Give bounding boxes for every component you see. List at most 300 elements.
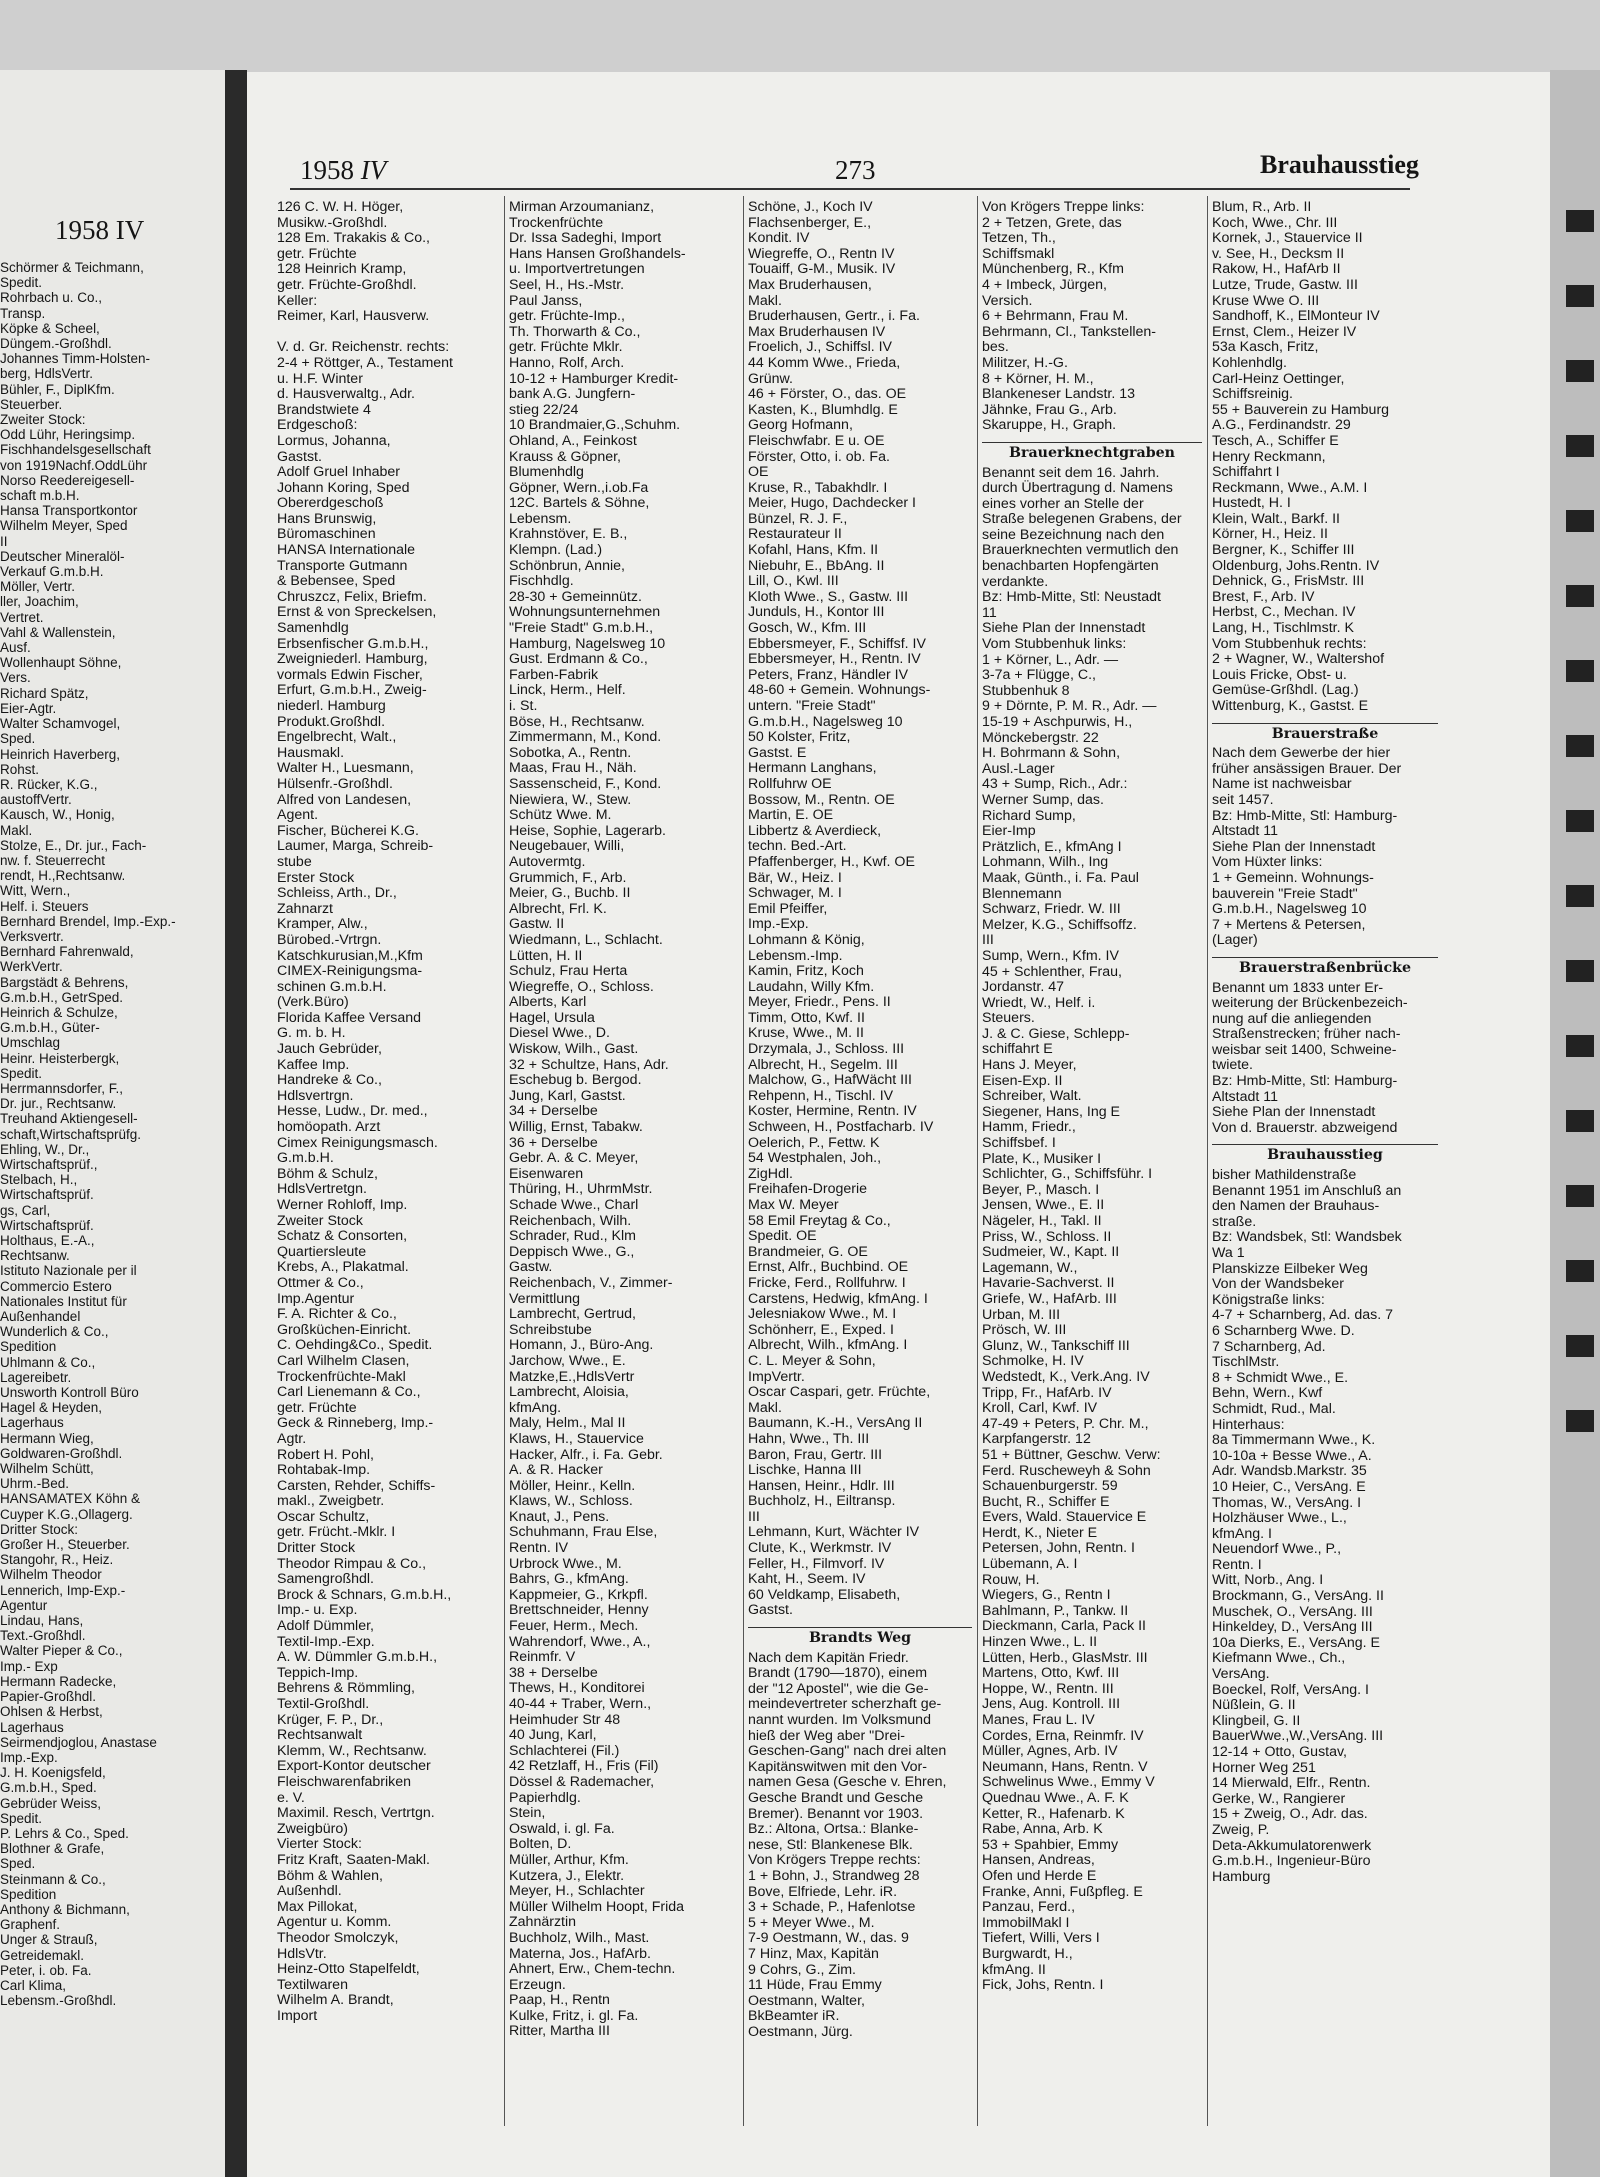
directory-entry-line: Gastst. [277,448,322,465]
street-section-title: Brauerknechtgraben [982,442,1202,462]
directory-entry-line: Krebs, A., Plakatmal. [277,1259,409,1276]
left-page-line: Makl. [0,822,33,838]
directory-entry-line: Bremer). Benannt vor 1903. [748,1805,924,1822]
edge-tab-mark [1566,510,1594,532]
directory-entry-line: Carl Wilhelm Clasen, [277,1352,410,1369]
directory-entry-line: Versich. [982,292,1033,309]
directory-entry-line: 4-7 + Scharnberg, Ad. das. 7 [1212,1307,1394,1324]
left-page-line: Stelbach, H., [0,1172,78,1188]
directory-entry-line: Lübemann, A. I [982,1556,1078,1573]
directory-entry-line: Jung, Karl, Gastst. [509,1087,626,1104]
left-page-line: rendt, H.,Rechtsanw. [0,868,126,884]
left-page-line: Dr. jur., Rechtsanw. [0,1096,117,1112]
directory-entry-line: Wiegers, G., Rentn I [982,1587,1111,1604]
left-page-line: Heinr. Heisterbergk, [0,1050,120,1066]
directory-entry-line: 2 + Tetzen, Grete, das [982,214,1122,231]
directory-entry-line: Ritter, Martha III [509,2023,610,2040]
directory-entry-line: hieß der Weg aber "Drei- [748,1727,905,1744]
directory-entry-line: Gastst. E [748,744,807,761]
directory-entry-line: Maximil. Resch, Vertrtgn. [277,1805,435,1822]
directory-entry-line: Siehe Plan der Innenstadt [1212,838,1376,855]
directory-entry-line: i. St. [509,698,538,714]
left-page-line: Bühler, F., DiplKfm. [0,381,115,397]
directory-entry-line: Hansen, Heinr., Hdlr. III [748,1477,895,1494]
directory-entry-line: Theodor Smolczyk, [277,1929,399,1946]
directory-entry-line: Heise, Sophie, Lagerarb. [509,822,666,839]
directory-entry-line: 40-44 + Traber, Wern., [509,1696,652,1712]
left-page-line: Ausf. [0,640,31,656]
directory-entry-line: Evers, Wald. Stauervice E [982,1509,1147,1526]
directory-entry-line: Bahrs, G., kfmAng. [509,1571,629,1588]
directory-entry-line: Buchholz, H., Eiltransp. [748,1493,896,1510]
directory-entry-line: bisher Mathildenstraße [1212,1167,1357,1184]
left-page-line: Richard Spätz, [0,685,89,701]
directory-entry-line: Rentn. I [1212,1556,1262,1573]
directory-entry-line: Schade Wwe., Charl [509,1197,639,1213]
edge-tab-mark [1566,585,1594,607]
directory-entry-line: 54 Westphalen, Joh., [748,1150,882,1167]
left-page-line: Lagerhaus [0,1415,64,1431]
directory-entry-line: Vom Hüxter links: [1212,854,1323,871]
left-page-line: Dritter Stock: [0,1521,79,1537]
directory-entry-line: Ottmer & Co., [277,1274,364,1291]
directory-entry-line: Plate, K., Musiker I [982,1150,1102,1167]
directory-entry-line: Wahrendorf, Wwe., A., [509,1633,651,1650]
directory-entry-line: Zweigniederl. Hamburg, [277,651,428,668]
directory-entry-line: Neugebauer, Willi, [509,838,625,855]
left-page-line: Imp.- Exp [0,1658,58,1674]
edge-tab-mark [1566,1335,1594,1357]
directory-entry-line: 10-10a + Besse Wwe., A. [1212,1447,1372,1464]
left-page-line: Vahl & Wallenstein, [0,624,116,640]
directory-entry-line: Bürobed.-Vrtrgn. [277,931,382,948]
directory-entry-line: Paul Janss, [509,292,583,309]
directory-entry-line: Benannt um 1833 unter Er- [1212,979,1384,996]
left-page-line: von 1919Nachf.OddLühr [0,457,148,473]
directory-entry-line: 7 Scharnberg, Ad. [1212,1338,1326,1355]
left-page-line: Holthaus, E.-A., [0,1233,95,1248]
directory-entry-line: Paap, H., Rentn [509,1992,610,2009]
directory-entry-line: Klempn. (Lad.) [509,542,603,559]
directory-entry-line: seit 1457. [1212,791,1274,808]
left-page-line: Carl Klima, [0,1977,67,1993]
directory-entry-line: Peters, Franz, Händler IV [748,666,909,683]
left-page-line: Stolze, E., Dr. jur., Fach- [0,837,147,853]
directory-entry-line: Ebbersmeyer, H., Rentn. IV [748,651,921,668]
directory-entry-line: Export-Kontor deutscher [277,1758,431,1775]
directory-entry-line: Rabe, Anna, Arb. K [982,1821,1103,1838]
directory-entry-line: Textil-Imp.-Exp. [277,1633,375,1650]
directory-entry-line: Nach dem Gewerbe der hier [1212,745,1391,762]
directory-entry-line: Kofahl, Hans, Kfm. II [748,542,879,559]
directory-entry-line: 11 Hüde, Frau Emmy [748,1977,882,1994]
directory-entry-line: Quednau Wwe., A. F. K [982,1789,1129,1806]
directory-entry-line: Georg Hofmann, [748,417,853,434]
directory-entry-line: Wriedt, W., Helf. i. [982,994,1096,1011]
directory-entry-line: VersAng. [1212,1666,1270,1683]
directory-entry-line: Deppisch Wwe., G., [509,1243,635,1260]
directory-entry-line: Gosch, W., Kfm. III [748,620,867,637]
directory-entry-line: 10-12 + Hamburger Kredit- [509,370,679,387]
left-page-line: Hansa Transportkontor [0,503,138,519]
left-page-line: Unsworth Kontroll Büro [0,1385,139,1401]
running-head-street: Brauhausstieg [1260,150,1419,179]
directory-entry-line: 4 + Imbeck, Jürgen, [982,276,1107,293]
directory-entry-line: Holzhäuser Wwe., L., [1212,1510,1347,1527]
directory-entry-line: Boeckel, Rolf, VersAng. I [1212,1681,1369,1698]
directory-entry-line: Krauss & Göpner, [509,448,621,465]
directory-entry-line: Schiffsbef. I [982,1135,1056,1152]
directory-entry-line: techn. Bed.-Art. [748,838,847,855]
directory-entry-line: Kasten, K., Blumhdlg. E [748,401,898,418]
left-page-line: Kausch, W., Honig, [0,807,115,823]
directory-entry-line: namen Gesa (Gesche v. Ehren, [748,1774,947,1791]
directory-entry-line: Vierter Stock: [277,1836,362,1853]
edge-tab-mark [1566,360,1594,382]
directory-entry-line: Niebuhr, E., BbAng. II [748,557,885,574]
directory-entry-line: Schmidt, Rud., Mal. [1212,1400,1336,1417]
directory-entry-line: durch Übertragung d. Namens [982,480,1173,497]
directory-entry-line: e. V. [277,1789,305,1806]
directory-entry-line: Max W. Meyer [748,1197,839,1213]
directory-entry-line: Fischhdlg. [509,573,574,590]
directory-entry-line: Vom Stubbenhuk rechts: [1212,635,1367,652]
directory-entry-line: Quartiersleute [277,1243,367,1260]
left-page-line: Anthony & Bichmann, [0,1901,130,1917]
directory-entry-line: Schleiss, Arth., Dr., [277,885,397,902]
directory-entry-line: Muschek, O., VersAng. III [1212,1603,1373,1620]
directory-entry-line: Von Krögers Treppe links: [982,200,1145,215]
directory-entry-line: Trockenfrüchte [509,214,604,231]
directory-entry-line: Meier, Hugo, Dachdecker I [748,495,916,512]
directory-entry-line: verdankte. [982,573,1049,590]
directory-entry-line: Bär, W., Heiz. I [748,869,842,886]
left-page-line: Bernhard Fahrenwald, [0,944,134,960]
directory-entry-line: Mirman Arzoumanianz, [509,200,655,215]
directory-entry-line: Zahnärztin [509,1914,577,1931]
directory-entry-line: Sassenscheid, F., Kond. [509,775,662,792]
left-page-line: Uhlmann & Co., [0,1354,96,1370]
directory-entry-line: 3 + Schade, P., Hafenlotse [748,1899,916,1916]
directory-entry-line: Bz: Hmb-Mitte, Stl: Hamburg- [1212,1073,1398,1090]
directory-entry-line: Skaruppe, H., Graph. [982,417,1117,434]
directory-entry-line: 58 Emil Freytag & Co., [748,1212,891,1229]
directory-entry-line: 43 + Sump, Rich., Adr.: [982,776,1128,793]
directory-entry-line: Wiedmann, L., Schlacht. [509,931,663,948]
directory-entry-line: Fleischwfabr. E u. OE [748,432,885,449]
directory-entry-line: Kutzera, J., Elektr. [509,1867,625,1884]
directory-entry-line: Carl-Heinz Oettinger, [1212,370,1345,387]
left-page-line: Ehling, W., Dr., [0,1141,90,1157]
directory-entry-line: Bz: Wandsbek, Stl: Wandsbek [1212,1229,1402,1246]
directory-entry-line: Thomas, W., VersAng. I [1212,1494,1362,1511]
directory-entry-line: 8 + Körner, H. M., [982,370,1094,387]
left-page-line: Fischhandelsgesellschaft [0,442,151,458]
left-page-line: Bargstädt & Behrens, [0,974,129,990]
directory-entry-line: Ernst, Clem., Heizer IV [1212,323,1357,340]
left-page-line: Walter Schamvogel, [0,716,121,732]
directory-entry-line: 48-60 + Gemein. Wohnungs- [748,682,931,699]
left-page-line: Sped. [0,731,36,747]
directory-entry-line: Hagel, Ursula [509,1009,595,1026]
directory-entry-line: A.G., Ferdinandstr. 29 [1212,417,1351,434]
directory-entry-line: BauerWwe.,W.,VersAng. III [1212,1728,1384,1745]
directory-entry-line: 1 + Gemeinn. Wohnungs- [1212,869,1374,886]
directory-entry-line: OE [748,464,769,481]
directory-entry-line: Trockenfrüchte-Makl [277,1368,406,1385]
directory-entry-line: Hermann Langhans, [748,760,877,777]
directory-entry-line: Hans Hansen Großhandels- [509,245,686,262]
directory-entry-line: Hanno, Rolf, Arch. [509,354,625,371]
directory-entry-line: Agentur u. Komm. [277,1914,392,1931]
edge-tab-mark [1566,810,1594,832]
column-divider [977,196,978,2126]
directory-entry-line: Planskizze Eilbeker Weg [1212,1260,1368,1277]
left-page-line: Lagereibetr. [0,1369,72,1385]
edge-tab-mark [1566,435,1594,457]
directory-entry-line: III [748,1508,760,1525]
directory-entry-line: Buchholz, Wilh., Mast. [509,1929,650,1946]
directory-entry-line: Blumenhdlg [509,464,584,481]
directory-entry-line: Schreiber, Walt. [982,1088,1082,1105]
directory-entry-line: Maak, Günth., i. Fa. Paul [982,869,1139,886]
directory-entry-line: 128 Em. Trakakis & Co., [277,230,430,247]
directory-entry-line: 15 + Zweig, O., Adr. das. [1212,1806,1368,1823]
directory-entry-line: Witt, Norb., Ang. I [1212,1572,1324,1589]
directory-entry-line: untern. "Freie Stadt" [748,698,876,714]
directory-entry-line: 6 + Behrmann, Frau M. [982,308,1129,325]
left-page-line: Hagel & Heyden, [0,1400,103,1416]
directory-entry-line: III [982,932,994,949]
left-page [0,70,229,2177]
left-page-line: Wollenhaupt Söhne, [0,655,122,671]
left-page-line: Istituto Nazionale per il [0,1263,137,1279]
left-page-line: Köpke & Scheel, [0,320,100,336]
directory-entry-line: Restaurateur II [748,526,842,543]
directory-entry-line: Erster Stock [277,869,355,886]
directory-entry-line: Junduls, H., Kontor III [748,604,885,621]
directory-entry-line: Siehe Plan der Innenstadt [1212,1104,1376,1121]
directory-entry-line: Thüring, H., UhrmMstr. [509,1181,653,1198]
directory-entry-line: Sandhoff, K., ElMonteur IV [1212,308,1380,325]
directory-entry-line: 55 + Bauverein zu Hamburg [1212,401,1390,418]
directory-entry-line: Oscar Schultz, [277,1508,370,1525]
street-section-title: Brauhausstieg [1212,1144,1438,1164]
directory-entry-line: CIMEX-Reinigungsma- [277,963,423,980]
book-gutter [225,70,247,2177]
directory-entry-line: Nach dem Kapitän Friedr. [748,1649,909,1666]
directory-entry-line: Ernst, Alfr., Buchbind. OE [748,1259,909,1276]
directory-entry-line: Straßenstrecken; früher nach- [1212,1026,1401,1043]
directory-entry-line: (Verk.Büro) [277,994,349,1011]
left-page-line: Johannes Timm-Holsten- [0,351,151,367]
directory-entry-line: Straße belegenen Grabens, der [982,511,1182,528]
left-page-line: austoffVertr. [0,792,72,808]
directory-entry-line: Teppich-Imp. [277,1664,359,1681]
directory-entry-line: nannt wurden. Im Volksmund [748,1712,931,1728]
directory-entry-line: Dritter Stock [277,1540,356,1557]
edge-tab-mark [1566,285,1594,307]
directory-entry-line: Ferd. Ruscheweyh & Sohn [982,1462,1151,1479]
directory-column-4 [982,200,1202,1994]
left-page-line: Spedition [0,1886,57,1902]
directory-entry-line: stube [277,853,312,870]
column-divider [743,196,744,2126]
directory-entry-line: Körner, H., Heiz. II [1212,526,1328,543]
directory-entry-line: Benannt seit dem 16. Jahrh. [982,464,1160,481]
directory-entry-line: der "12 Apostel", wie die Ge- [748,1680,929,1697]
edge-tab-mark [1566,735,1594,757]
directory-entry-line: Maas, Frau H., Näh. [509,760,637,777]
directory-entry-line: Schulz, Frau Herta [509,963,628,980]
directory-entry-line: Malchow, G., HafWächt III [748,1072,912,1089]
directory-entry-line: Horner Weg 251 [1212,1759,1316,1776]
directory-entry-line: Lohmann, Wilh., Ing [982,854,1109,871]
directory-entry-line: Gastw. [509,1259,553,1276]
directory-entry-line: (Lager) [1212,932,1258,949]
edge-tab-mark [1566,1035,1594,1057]
directory-entry-line: Schuhmann, Frau Else, [509,1524,658,1541]
directory-entry-line: Zahnarzt [277,900,333,917]
directory-entry-line: Bruderhausen, Gertr., i. Fa. [748,308,920,325]
directory-entry-line: Schauenburgerstr. 59 [982,1478,1118,1495]
directory-entry-line: Brauerknechten vermutlich den [982,542,1179,559]
directory-entry-line: Bz: Hmb-Mitte, Stl: Hamburg- [1212,807,1398,824]
directory-entry-line: Chruszcz, Felix, Briefm. [277,588,427,605]
directory-entry-line: Fleischwarenfabriken [277,1773,412,1790]
directory-entry-line: 44 Komm Wwe., Frieda, [748,354,901,371]
directory-column-5 [1212,200,1438,1885]
page-edge [1550,70,1600,2177]
directory-entry-line: "Freie Stadt" G.m.b.H., [509,620,654,637]
directory-entry-line: Klaws, H., Stauervice [509,1430,644,1447]
left-page-line: Unger & Strauß, [0,1932,98,1948]
directory-entry-line: 8a Timmermann Wwe., K. [1212,1432,1376,1449]
directory-column-3 [748,200,972,2040]
left-page-line: Lagerhaus [0,1719,64,1735]
directory-entry-line: Hinkeldey, D., VersAng III [1212,1619,1373,1636]
directory-entry-line: Schmolke, H. IV [982,1353,1084,1370]
directory-entry-line: Thews, H., Konditorei [509,1680,645,1697]
column-divider [504,196,505,2126]
directory-entry-line: straße. [1212,1213,1257,1230]
directory-entry-line: Rentn. IV [509,1540,569,1557]
left-page-column [0,260,218,2008]
directory-entry-line: Von d. Brauerstr. abzweigend [1212,1119,1398,1136]
left-page-line: Wilhelm Meyer, Sped [0,518,128,534]
directory-entry-line: Hdlsvertrgn. [277,1087,354,1104]
directory-entry-line: Klaws, W., Schloss. [509,1493,633,1510]
directory-entry-line: Lormus, Johanna, [277,432,391,449]
directory-entry-line: makl., Zweigbetr. [277,1493,385,1510]
left-page-line: Text.-Großhdl. [0,1628,86,1644]
directory-entry-line: Kornek, J., Stauervice II [1212,230,1363,247]
directory-entry-line: Sobotka, A., Rentn. [509,744,632,761]
left-page-line: Getreidemakl. [0,1947,85,1963]
directory-entry-line: Johann Koring, Sped [277,479,410,496]
directory-entry-line: Oestmann, Walter, [748,1992,865,2009]
directory-entry-line: homöopath. Arzt [277,1119,381,1136]
directory-entry-line: Großküchen-Einricht. [277,1321,412,1338]
directory-entry-line: Blankeneser Landstr. 13 [982,386,1136,403]
directory-entry-line: Schönbrun, Annie, [509,557,625,574]
directory-entry-line: 9 Cohrs, G., Zim. [748,1961,856,1978]
directory-entry-line: Schwager, M. I [748,885,842,902]
directory-entry-line: Gastw. II [509,916,565,933]
directory-entry-line: Wiegreffe, O., Schloss. [509,978,654,995]
directory-entry-line: Klein, Walt., Barkf. II [1212,510,1340,527]
directory-entry-line: Lütten, Herb., GlasMstr. III [982,1649,1148,1666]
directory-entry-line: 12C. Bartels & Söhne, [509,495,650,512]
directory-entry-line: Bünzel, R. J. F., [748,510,848,527]
directory-entry-line: Wiskow, Wilh., Gast. [509,1041,639,1058]
directory-entry-line: Keller: [277,292,318,309]
directory-entry-line: Brettschneider, Henny [509,1602,649,1619]
directory-entry-line: Fritz Kraft, Saaten-Makl. [277,1851,430,1868]
directory-entry-line: Transporte Gutmann [277,557,408,574]
directory-entry-line: Diesel Wwe., D. [509,1025,610,1042]
directory-entry-line: Lill, O., Kwl. III [748,573,839,590]
directory-entry-line: kfmAng. [509,1399,562,1416]
left-page-line: P. Lehrs & Co., Sped. [0,1825,129,1841]
directory-entry-line: meindevertreter scherzhaft ge- [748,1696,942,1713]
directory-entry-line: Max Bruderhausen, [748,276,872,293]
street-section-title: Brandts Weg [748,1627,972,1647]
left-page-line: Seirmendjoglou, Anastase [0,1734,157,1750]
directory-entry-line: F. A. Richter & Co., [277,1306,397,1323]
directory-entry-line: Baumann, K.-H., VersAng II [748,1415,923,1432]
directory-entry-line: Lambrecht, Gertrud, [509,1306,636,1323]
directory-entry-line: Schütz Wwe. M. [509,807,612,824]
directory-entry-line: Hülsenfr.-Großhdl. [277,775,393,792]
left-page-line: G.m.b.H., Sped. [0,1780,97,1796]
directory-entry-line: Urban, M. III [982,1306,1061,1323]
directory-entry-line: Schöne, J., Koch IV [748,200,873,215]
street-section-title: Brauerstraße [1212,723,1438,743]
directory-entry-line: 45 + Schlenther, Frau, [982,963,1122,980]
directory-entry-line: getr. Früchte [277,1399,357,1416]
left-page-line: Walter Pieper & Co., [0,1643,123,1659]
left-page-line: Wirtschaftsprüf., [0,1156,98,1172]
directory-entry-line: Tesch, A., Schiffer E [1212,432,1339,449]
directory-entry-line: Sudmeier, W., Kapt. II [982,1244,1120,1261]
directory-entry-line: Timm, Otto, Kwf. II [748,1009,865,1026]
directory-entry-line: Laumer, Marga, Schreib- [277,838,434,855]
left-page-line: Wunderlich & Co., [0,1324,109,1340]
directory-entry-line: Von der Wandsbeker [1212,1276,1344,1293]
directory-entry-line: twiete. [1212,1057,1254,1074]
left-page-line: Lebensm.-Großhdl. [0,1993,117,2009]
left-page-line: Spedit. [0,1065,43,1081]
directory-entry-line: Jähnke, Frau G., Arb. [982,401,1117,418]
directory-entry-line: schiffahrt E [982,1041,1053,1058]
directory-entry-line: Zimmermann, M., Kond. [509,729,662,746]
directory-entry-line: 28-30 + Gemeinnütz. [509,588,642,605]
directory-entry-line: Kruse, R., Tabakhdlr. I [748,479,888,496]
directory-entry-line: Textilwaren [277,1976,348,1993]
directory-entry-line: Wilhelm A. Brandt, [277,1992,394,2009]
directory-entry-line: Kroll, Carl, Kwf. IV [982,1400,1098,1417]
directory-entry-line: 126 C. W. H. Höger, [277,200,404,215]
left-page-line: Außenhandel [0,1309,81,1325]
left-page-line: Goldwaren-Großhdl. [0,1445,123,1461]
directory-entry-line: Spedit. OE [748,1228,817,1245]
directory-entry-line: Niewiera, W., Stew. [509,791,632,808]
directory-entry-line: Königstraße links: [1212,1291,1325,1308]
header-rule [290,188,1410,190]
directory-entry-line: Altstadt 11 [1212,823,1278,840]
directory-entry-line: Jarchow, Wwe., E. [509,1352,626,1369]
